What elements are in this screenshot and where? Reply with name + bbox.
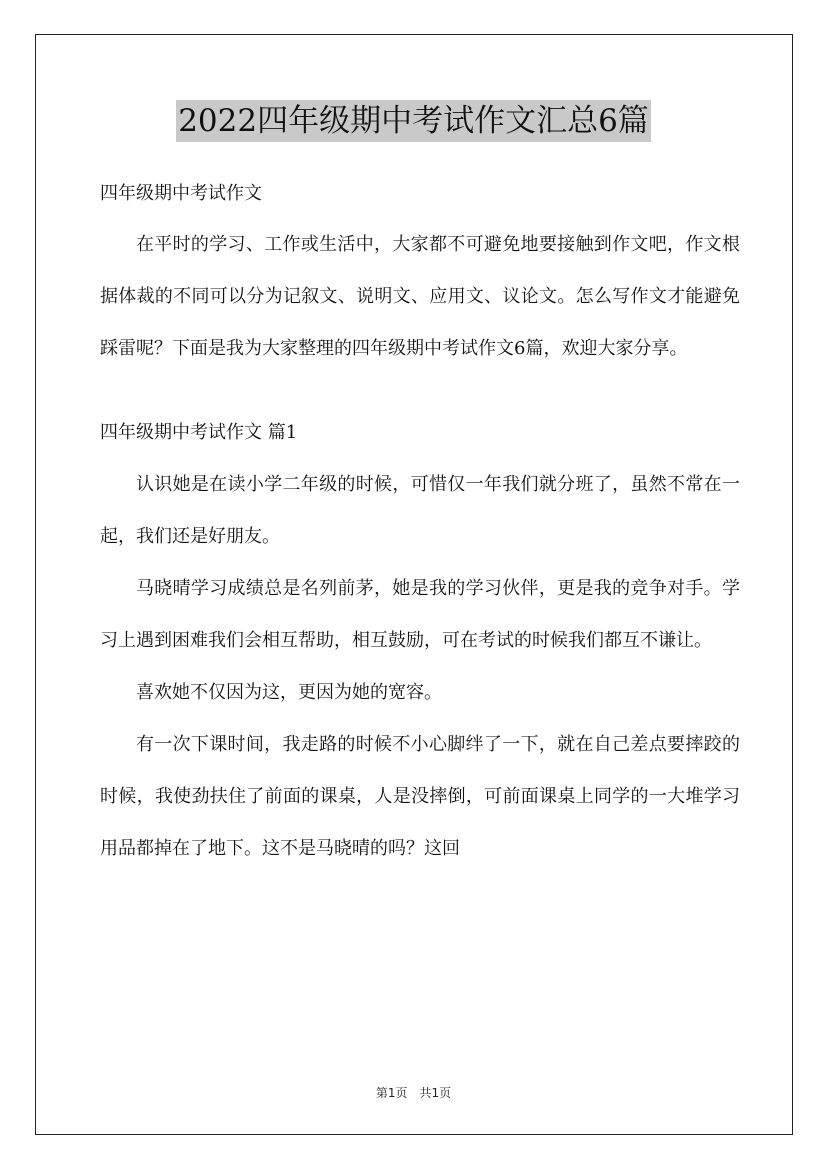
document-title-wrap [0, 100, 827, 142]
intro-heading: 四年级期中考试作文 [100, 183, 262, 204]
body-paragraph: 有一次下课时间，我走路的时候不小心脚绊了一下，就在自己差点要摔跤的时候，我使劲扶住了前面的课桌，人是没摔倒，可前面课桌上同学的一大堆学习用品都掉在了地下。这不是马晓晴的吗？这回 [100, 734, 740, 859]
intro-paragraph: 在平时的学习、工作或生活中，大家都不可避免地要接触到作文吧，作文根据体裁的不同可以分为记叙文、说明文、应用文、议论文。怎么写作文才能避免踩雷呢？下面是我为大家整理的四年级期中考试作文6篇，欢迎大家分享。 [100, 234, 740, 359]
section-heading: 四年级期中考试作文 篇1 [100, 422, 298, 443]
document-body [100, 180, 740, 875]
body-paragraph: 认识她是在读小学二年级的时候，可惜仅一年我们就分班了，虽然不常在一起，我们还是好朋友。 [100, 474, 740, 547]
page-footer: 第1页 共1页 [375, 1086, 452, 1100]
body-paragraph: 马晓晴学习成绩总是名列前茅，她是我的学习伙伴，更是我的竞争对手。学习上遇到困难我们会相互帮助，相互鼓励，可在考试的时候我们都互不谦让。 [100, 578, 740, 651]
document-title: 2022四年级期中考试作文汇总6篇 [176, 100, 651, 142]
body-paragraph: 喜欢她不仅因为这，更因为她的宽容。 [136, 682, 442, 703]
